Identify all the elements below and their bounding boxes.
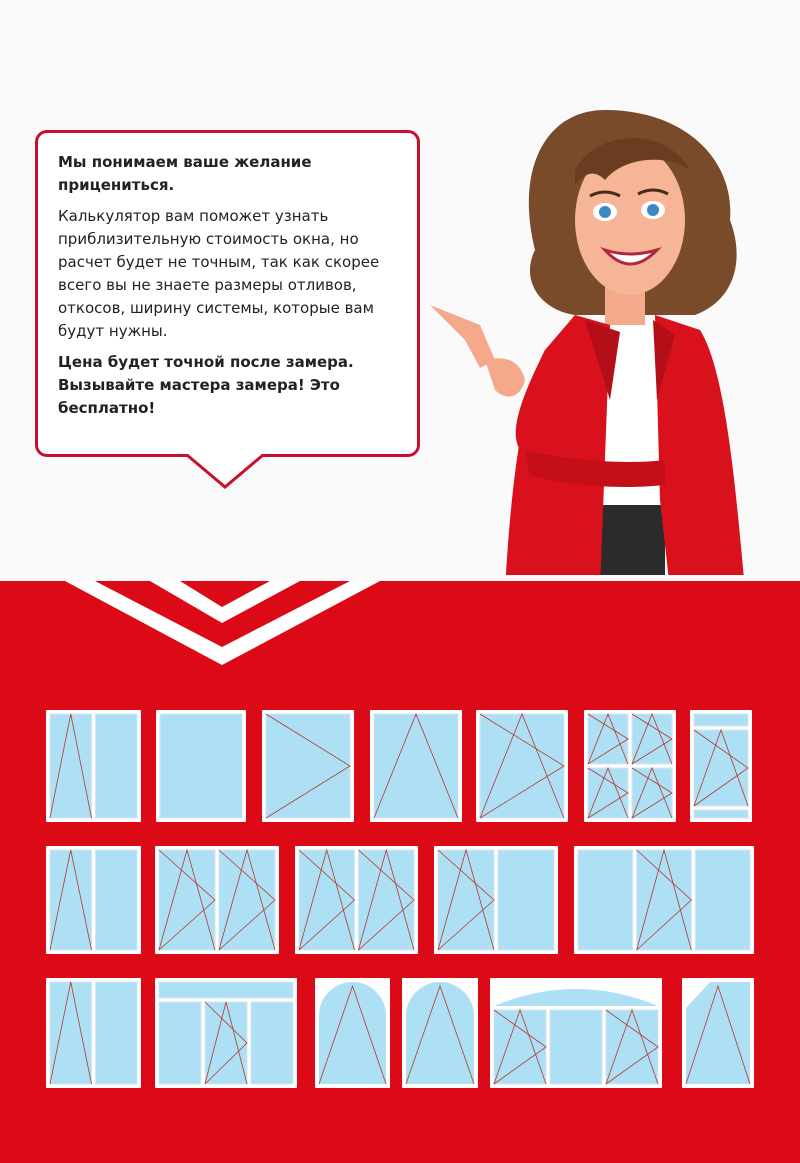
window-type-arched-round-top[interactable] <box>315 978 390 1088</box>
speech-bubble-tail <box>185 452 265 492</box>
window-type-balcony-door-unit[interactable] <box>46 978 141 1088</box>
window-type-single-side-hung[interactable] <box>262 710 354 822</box>
window-type-arched-segmental[interactable] <box>402 978 478 1088</box>
speech-bubble <box>35 130 420 457</box>
window-type-triple-fixed-tilt-fixed[interactable] <box>574 846 754 954</box>
window-type-single-bottom-hung[interactable] <box>370 710 462 822</box>
window-type-double-fixed-tilt[interactable] <box>46 710 141 822</box>
window-type-single-with-transom[interactable] <box>690 710 752 822</box>
window-type-split-facade-unit[interactable] <box>155 978 297 1088</box>
window-type-trapezoid-cut-corner[interactable] <box>682 978 754 1088</box>
window-type-double-door-tilt[interactable] <box>46 846 141 954</box>
woman-consultant-illustration <box>425 100 765 590</box>
bubble-cta: Цена будет точной после замера. Вызывайте мастера замера! Это бесплатно! <box>58 353 354 417</box>
window-type-double-tilt-turn-hinged[interactable] <box>295 846 418 954</box>
window-type-single-fixed[interactable] <box>156 710 246 822</box>
window-type-arched-triple-unit[interactable] <box>490 978 662 1088</box>
window-type-double-tilt-fixed[interactable] <box>434 846 558 954</box>
bubble-body: Калькулятор вам поможет узнать приблизительную стоимость окна, но расчет будет не точным, так как скорее всего вы не знаете размеры отливов, откосов, ширину системы, которые вам будут нужны. <box>58 207 380 340</box>
chevron-down-icon <box>0 575 800 675</box>
bubble-title: Мы понимаем ваше желание прицениться. <box>58 153 312 194</box>
window-type-single-with-mullions-tilt[interactable] <box>584 710 676 822</box>
window-type-double-tilt-turn[interactable] <box>155 846 279 954</box>
window-type-single-tilt-turn[interactable] <box>476 710 568 822</box>
